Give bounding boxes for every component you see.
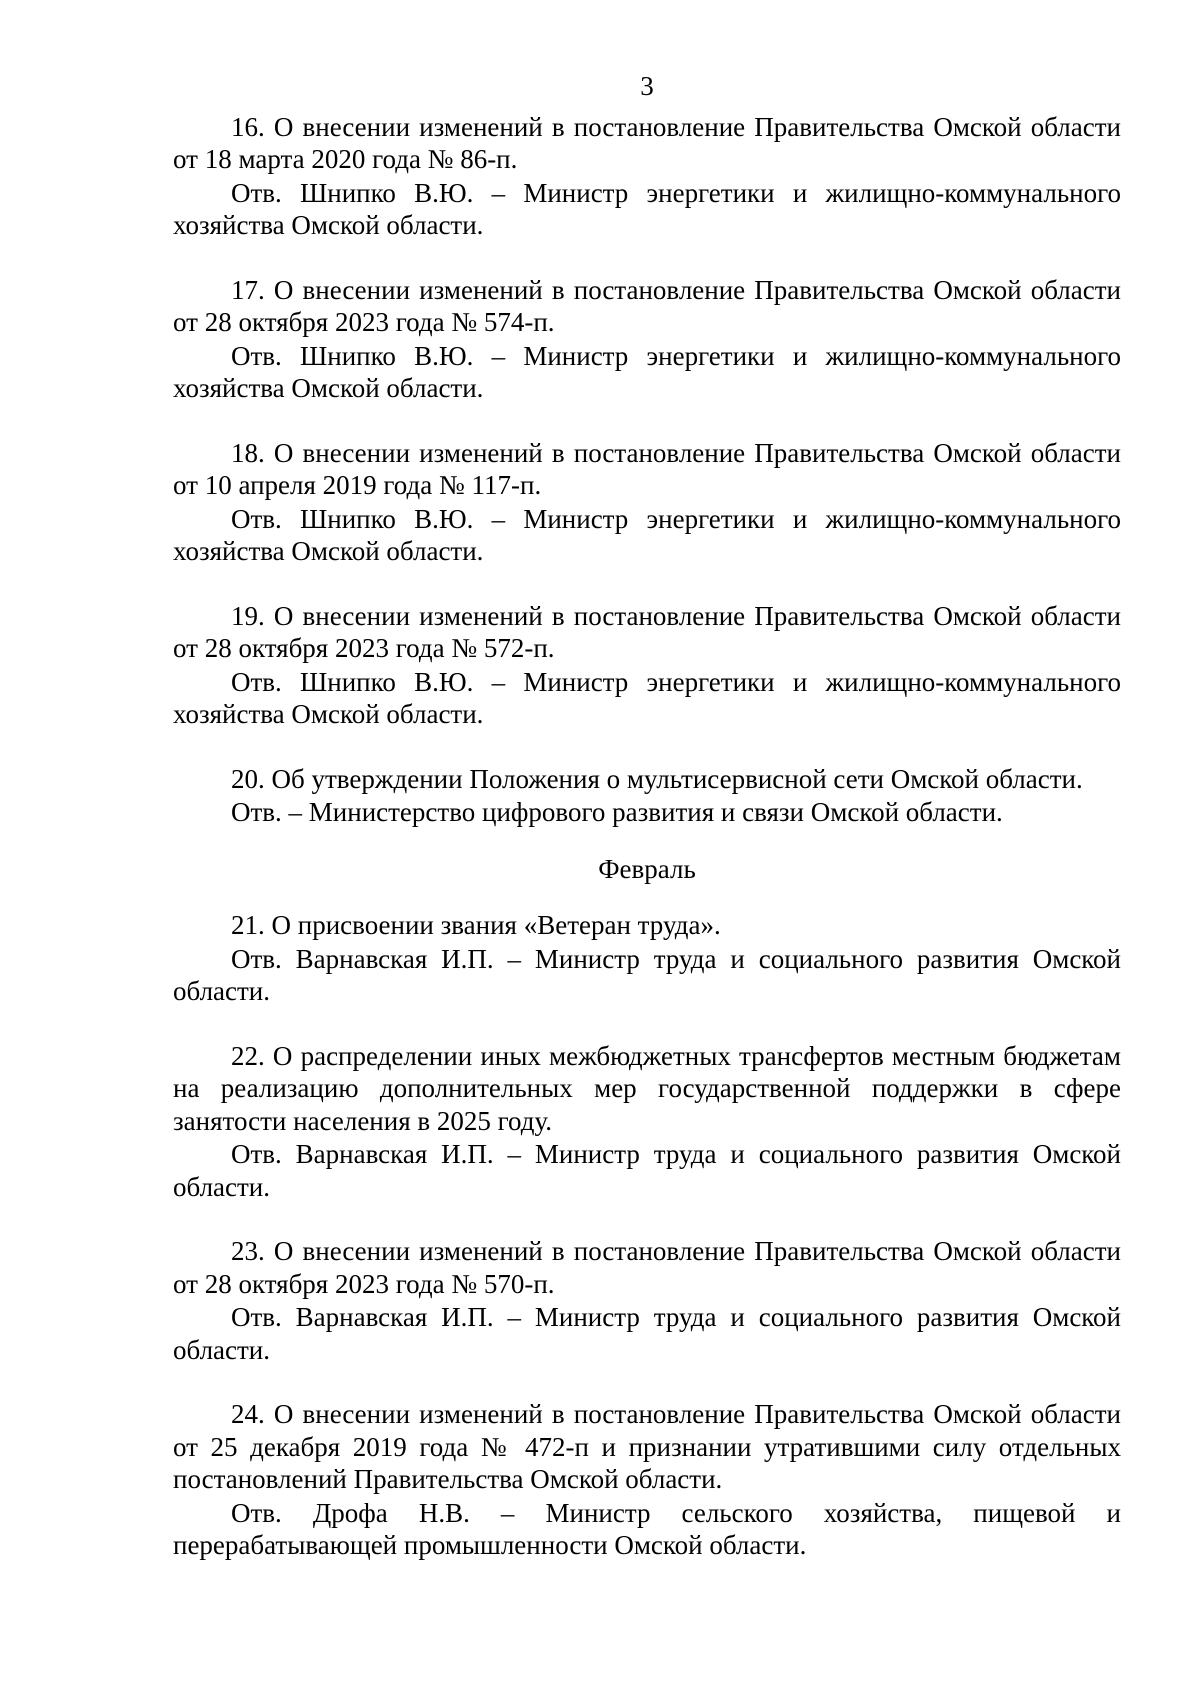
item-title: 19. О внесении изменений в постановление Правительства Омской области от 28 октября 2023 года № 572-п. bbox=[173, 600, 1121, 663]
list-item bbox=[173, 763, 1121, 829]
item-title: 23. О внесении изменений в постановление Правительства Омской области от 28 октября 2023 года № 570-п. bbox=[173, 1236, 1121, 1299]
item-title: 18. О внесении изменений в постановление Правительства Омской области от 10 апреля 2019 года № 117-п. bbox=[173, 437, 1121, 500]
item-responsible: Отв. Варнавская И.П. – Министр труда и социального развития Омской области. bbox=[173, 943, 1121, 1006]
item-responsible: Отв. Дрофа Н.В. – Министр сельского хозяйства, пищевой и перерабатывающей промышленности Омской области. bbox=[173, 1497, 1121, 1560]
item-responsible: Отв. Шнипко В.Ю. – Министр энергетики и жилищно-коммунального хозяйства Омской области. bbox=[173, 177, 1121, 240]
item-responsible: Отв. Варнавская И.П. – Министр труда и социального развития Омской области. bbox=[173, 1302, 1121, 1365]
list-item bbox=[173, 600, 1121, 731]
item-responsible: Отв. Варнавская И.П. – Министр труда и социального развития Омской области. bbox=[173, 1139, 1121, 1202]
item-responsible: Отв. Шнипко В.Ю. – Министр энергетики и жилищно-коммунального хозяйства Омской области. bbox=[173, 666, 1121, 729]
list-item bbox=[173, 909, 1121, 1008]
item-responsible: Отв. – Министерство цифрового развития и связи Омской области. bbox=[231, 797, 1003, 827]
list-item bbox=[173, 1235, 1121, 1366]
items-february bbox=[173, 909, 1121, 1562]
list-item bbox=[173, 111, 1121, 242]
list-item bbox=[173, 1398, 1121, 1562]
item-title: 24. О внесении изменений в постановление Правительства Омской области от 25 декабря 2019 года № 472-п и признании утратившими силу отдельных постановлений Правительства Омской области. bbox=[173, 1399, 1121, 1494]
item-title: 17. О внесении изменений в постановление Правительства Омской области от 28 октября 2023 года № 574-п. bbox=[173, 274, 1121, 337]
page-number: 3 bbox=[640, 71, 654, 101]
items-january bbox=[173, 111, 1121, 829]
item-title: 21. О присвоении звания «Ветеран труда». bbox=[231, 910, 721, 940]
document-page bbox=[173, 70, 1121, 1562]
item-title: 20. Об утверждении Положения о мультисервисной сети Омской области. bbox=[231, 763, 1083, 794]
item-responsible: Отв. Шнипко В.Ю. – Министр энергетики и жилищно-коммунального хозяйства Омской области. bbox=[173, 503, 1121, 566]
list-item bbox=[173, 274, 1121, 405]
item-title: 16. О внесении изменений в постановление Правительства Омской области от 18 марта 2020 года № 86-п. bbox=[173, 111, 1121, 174]
list-item bbox=[173, 437, 1121, 568]
item-responsible: Отв. Шнипко В.Ю. – Министр энергетики и жилищно-коммунального хозяйства Омской области. bbox=[173, 340, 1121, 403]
item-title: 22. О распределении иных межбюджетных трансфертов местным бюджетам на реализацию дополнительных мер государственной поддержки в сфере занятости населения в 2025 году. bbox=[173, 1040, 1121, 1136]
month-heading: Февраль bbox=[598, 853, 696, 884]
list-item bbox=[173, 1040, 1121, 1204]
